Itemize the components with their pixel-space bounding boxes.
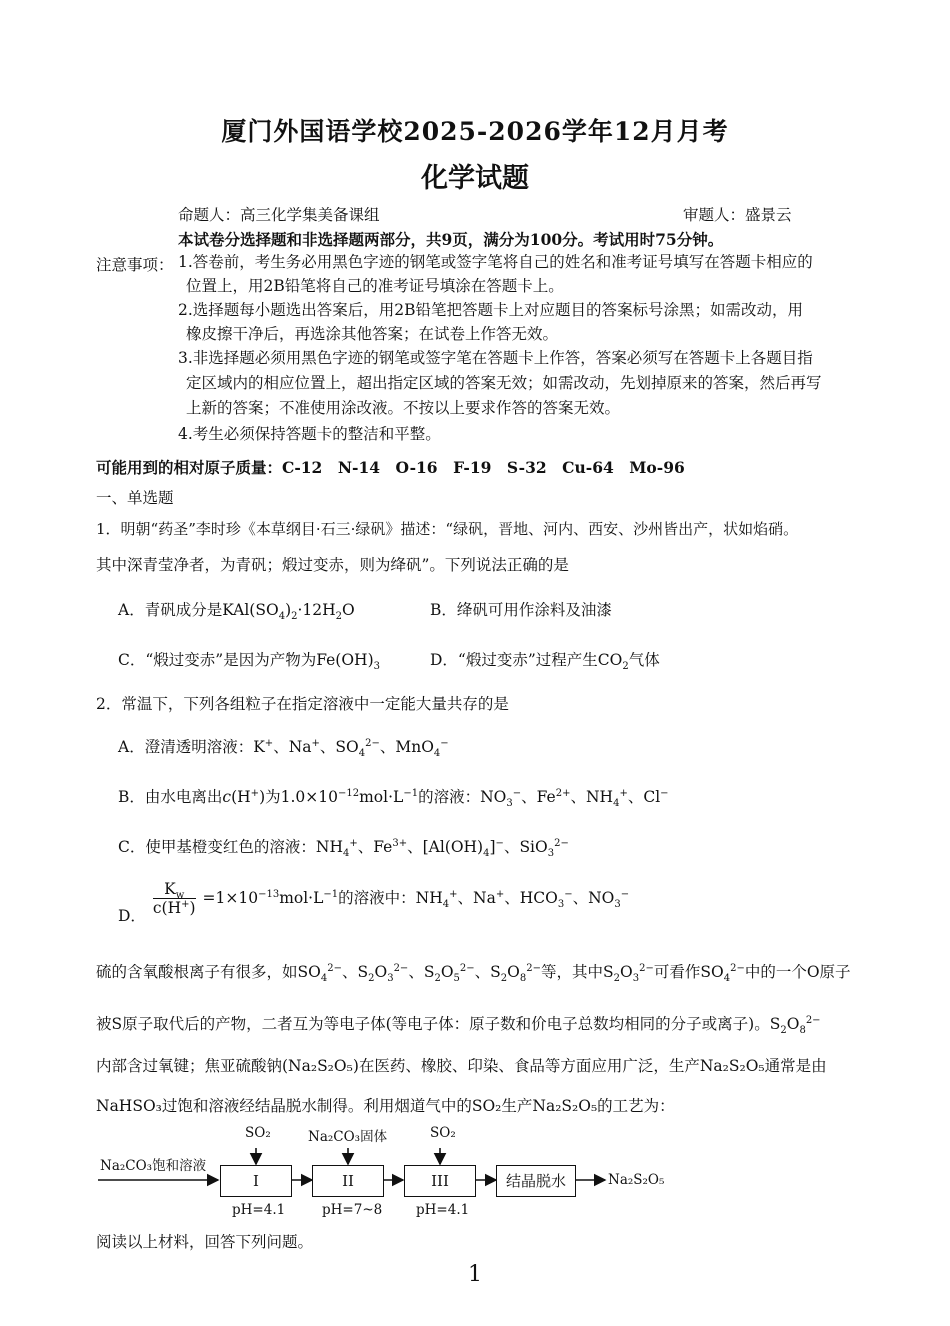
exam-intro: 本试卷分选择题和非选择题两部分，共9页，满分为100分。考试用时75分钟。 bbox=[178, 230, 724, 249]
q2-option-b: B．由水电离出c(H+)为$1.0\times 10^{-12}mol\cdot L^{-1}$的溶液：$NO_3^-$、$Fe^{2+}$、$NH_4^+$、Cl− bbox=[118, 787, 669, 810]
notice-line-3: 2.选择题每小题选出答案后，用2B铅笔把答题卡上对应题目的答案标号涂黑；如需改动，用 bbox=[178, 301, 804, 319]
flow-add-1: SO₂ bbox=[245, 1125, 271, 1141]
reviewer-label: 审题人：盛景云 bbox=[683, 206, 792, 224]
section-heading: 一、单选题 bbox=[96, 489, 174, 507]
flow-ph-2: pH=7~8 bbox=[322, 1202, 383, 1218]
notice-line-6: 定区域内的相应位置上，超出指定区域的答案无效；如需改动，先划掉原来的答案，然后再写 bbox=[186, 374, 822, 392]
q1-option-a: A．青矾成分是$KAl(SO_4)_2\cdot 12H_2O$ bbox=[118, 601, 355, 623]
q1-stem-line2: 其中深青莹净者，为青矾；煅过变赤，则为绛矾”。下列说法正确的是 bbox=[96, 556, 569, 574]
q2-stem: 2．常温下，下列各组粒子在指定溶液中一定能大量共存的是 bbox=[96, 695, 509, 713]
page-number: 1 bbox=[468, 1262, 482, 1287]
q1-option-c: C．“煅过变赤”是因为产物为$Fe(OH)_3$ bbox=[118, 651, 380, 673]
q2-option-c: C．使甲基橙变红色的溶液：$NH_4^+$、$Fe^{3+}$、$[Al(OH)_4]^-$、SiO$_3^{2-}$ bbox=[118, 837, 569, 860]
notice-line-1: 1.答卷前，考生务必用黑色字迹的钢笔或签字笔将自己的姓名和准考证号填写在答题卡相应的 bbox=[178, 253, 813, 271]
author-label: 命题人：高三化学集美备课组 bbox=[178, 206, 380, 224]
flow-step-1: I bbox=[220, 1165, 292, 1197]
notice-line-2: 位置上，用2B铅笔将自己的准考证号填涂在答题卡上。 bbox=[186, 277, 564, 295]
reading-prompt: 阅读以上材料，回答下列问题。 bbox=[96, 1233, 314, 1251]
flow-ph-3: pH=4.1 bbox=[416, 1202, 470, 1218]
flow-ph-1: pH=4.1 bbox=[232, 1202, 286, 1218]
passage-line-2: 被S原子取代后的产物，二者互为等电子体(等电子体：原子数和价电子总数均相同的分子或离子)。$S_2O_8^{2-}$ bbox=[96, 1014, 821, 1037]
notice-line-5: 3.非选择题必须用黑色字迹的钢笔或签字笔在答题卡上作答，答案必须写在答题卡上各题目指 bbox=[178, 349, 813, 367]
passage-line-1: 硫的含氧酸根离子有很多，如$SO_4^{2-}$、$S_2O_3^{2-}$、$S_2O_5^{2-}$、$S_2O_8^{2-}$等，其中$S_2O_3^{2-}$可看作$SO_4^{2-}$中的一个O原子 bbox=[96, 962, 851, 985]
flow-step-3: III bbox=[404, 1165, 476, 1197]
flow-add-3: SO₂ bbox=[430, 1125, 456, 1141]
q1-option-d: D．“煅过变赤”过程产生$CO_2$气体 bbox=[430, 651, 660, 673]
passage-line-3: 内部含过氧键；焦亚硫酸钠(Na₂S₂O₅)在医药、橡胶、印染、食品等方面应用广泛，生产Na₂S₂O₅通常是由 bbox=[96, 1057, 827, 1075]
flow-step-4: 结晶脱水 bbox=[496, 1165, 576, 1197]
flow-step-2: II bbox=[312, 1165, 384, 1197]
flow-input-label: Na₂CO₃饱和溶液 bbox=[100, 1158, 207, 1174]
flow-add-2: Na₂CO₃固体 bbox=[308, 1129, 388, 1145]
passage-line-4: NaHSO₃过饱和溶液经结晶脱水制得。利用烟道气中的SO₂生产Na₂S₂O₅的工艺为： bbox=[96, 1097, 675, 1115]
notice-line-4: 橡皮擦干净后，再选涂其他答案；在试卷上作答无效。 bbox=[186, 325, 559, 343]
exam-title: 厦门外国语学校2025-2026学年12月月考 bbox=[221, 117, 729, 146]
q2-option-d: D． $\frac{K_w}{c(H^+)}$ $=1\times 10^{-13}mol\cdot L^{-1}$的溶液中：$NH_4^+$、Na+、$HCO_3^-$、$NO_3^-$ bbox=[118, 880, 630, 925]
q1-option-b: B．绛矾可用作涂料及油漆 bbox=[430, 601, 612, 619]
notice-line-7: 上新的答案；不准使用涂改液。不按以上要求作答的答案无效。 bbox=[186, 399, 621, 417]
q2-option-a: A．澄清透明溶液：K+、Na+、$SO_4^{2-}$、MnO$_4$− bbox=[118, 737, 449, 760]
notice-label: 注意事项： bbox=[96, 256, 174, 274]
exam-subtitle: 化学试题 bbox=[421, 163, 529, 194]
flow-output-label: Na₂S₂O₅ bbox=[608, 1172, 665, 1188]
q1-stem-line1: 1．明朝“药圣”李时珍《本草纲目·石三·绿矾》描述：“绿矾，晋地、河内、西安、沙州皆出产，状如焰硝。 bbox=[96, 520, 799, 538]
notice-line-8: 4.考生必须保持答题卡的整洁和平整。 bbox=[178, 425, 441, 443]
atomic-masses: 可能用到的相对原子质量：C-12 N-14 O-16 F-19 S-32 Cu-64 Mo-96 bbox=[96, 458, 685, 477]
